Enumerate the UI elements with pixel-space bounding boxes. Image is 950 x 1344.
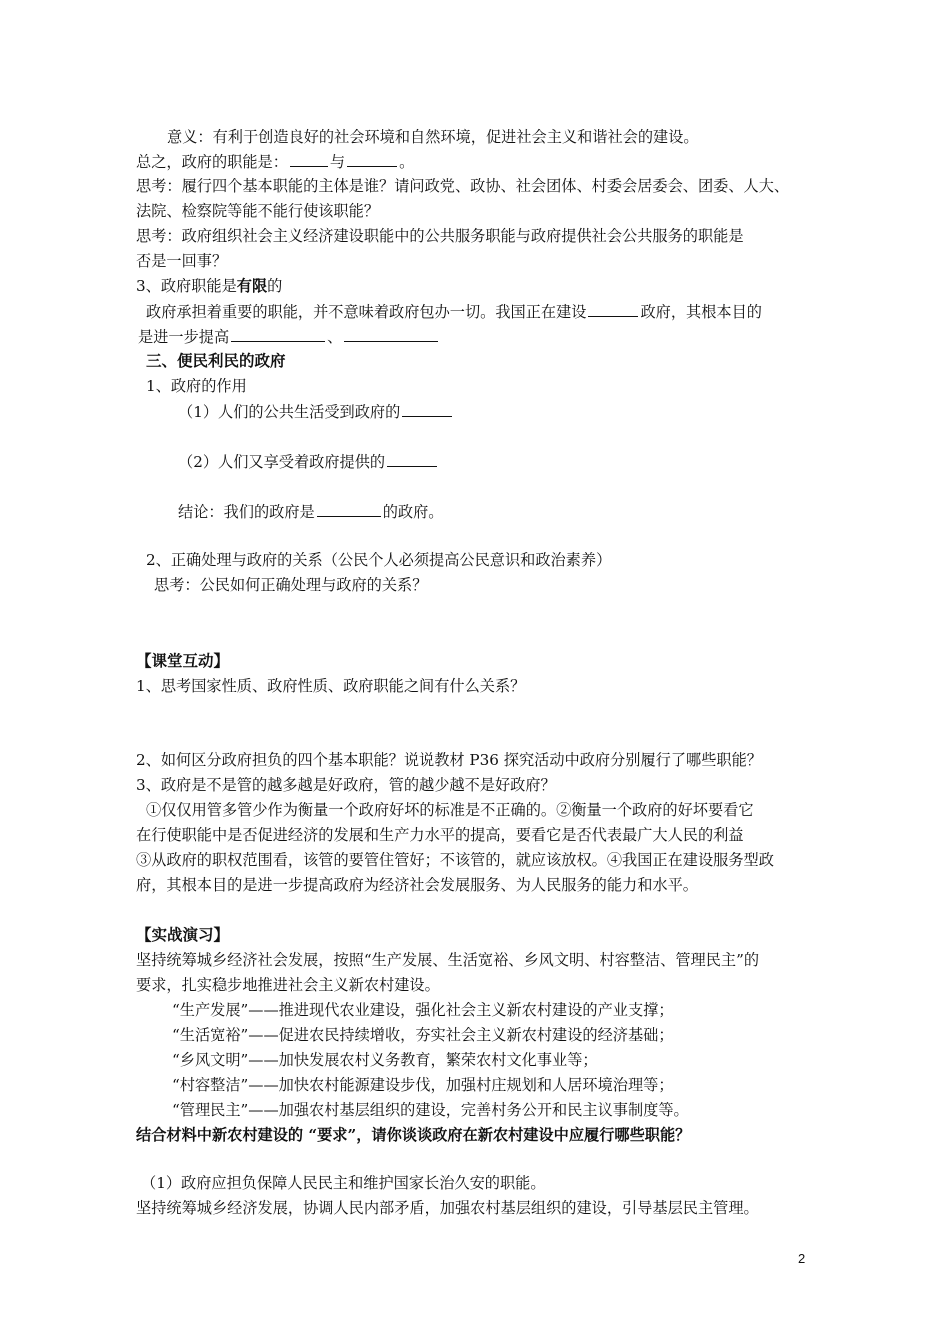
section3-item1	[178, 401, 454, 421]
meaning-line: 意义：有利于创造良好的社会环境和自然环境，促进社会主义和谐社会的建设。	[167, 128, 699, 146]
section3-title: 三、便民利民的政府	[146, 351, 286, 370]
think2-line2: 否是一回事？	[136, 252, 228, 270]
classroom-heading: 【课堂互动】	[136, 651, 230, 670]
fill-blank	[347, 151, 397, 167]
practice-answer2: 坚持统筹城乡经济发展，协调人民内部矛盾，加强农村基层组织的建设，引导基层民主管理。	[136, 1199, 759, 1217]
section3-conclusion	[178, 501, 443, 521]
practice-list-item: “乡风文明”——加快发展农村义务教育，繁荣农村文化事业等；	[172, 1051, 598, 1069]
think1-line1: 思考：履行四个基本职能的主体是谁？请问政党、政协、社会团体、村委会居委会、团委、人大、	[136, 177, 790, 195]
fill-blank	[588, 301, 638, 317]
point3-body1-b: 政府，其根本目的	[640, 303, 762, 321]
think2-line1: 思考：政府组织社会主义经济建设职能中的公共服务职能与政府提供社会公共服务的职能是	[136, 227, 744, 245]
practice-list-item: “生产发展”——推进现代农业建设，强化社会主义新农村建设的产业支撑；	[172, 1001, 674, 1019]
fill-blank	[317, 501, 381, 517]
classroom-a4: 府，其根本目的是进一步提高政府为经济社会发展服务、为人民服务的能力和水平。	[136, 876, 698, 894]
practice-intro2: 要求，扎实稳步地推进社会主义新农村建设。	[136, 976, 440, 994]
fill-blank	[290, 151, 328, 167]
page-number: 2	[798, 1251, 806, 1266]
fill-blank	[402, 401, 452, 417]
point3-title-c: 的	[267, 277, 283, 295]
practice-heading: 【实战演习】	[136, 925, 230, 944]
section3-think: 思考：公民如何正确处理与政府的关系？	[154, 576, 428, 594]
point3-body2	[138, 326, 440, 346]
item2-text: （2）人们又享受着政府提供的	[178, 453, 386, 471]
point3-title-bold: 有限	[236, 277, 268, 295]
conclusion-b: 的政府。	[382, 503, 444, 521]
section3-sub2: 2、正确处理与政府的关系（公民个人必须提高公民意识和政治素养）	[146, 551, 612, 569]
classroom-a1: ①仅仅用管多管少作为衡量一个政府好坏的标准是不正确的。②衡量一个政府的好坏要看它	[146, 801, 754, 819]
practice-question: 结合材料中新农村建设的 “要求”，请你谈谈政府在新农村建设中应履行哪些职能？	[136, 1126, 691, 1144]
item1-text: （1）人们的公共生活受到政府的	[178, 403, 401, 421]
classroom-q2: 2、如何区分政府担负的四个基本职能？说说教材 P36 探究活动中政府分别履行了哪些职能？	[136, 751, 762, 769]
point3-title	[136, 276, 282, 296]
practice-intro1: 坚持统筹城乡经济社会发展，按照“生产发展、生活宽裕、乡风文明、村容整洁、管理民主”的	[136, 951, 760, 969]
summary-text: 总之，政府的职能是：	[136, 153, 288, 171]
practice-answer1: （1）政府应担负保障人民民主和维护国家长治久安的职能。	[141, 1174, 546, 1192]
point3-body1-a: 政府承担着重要的职能，并不意味着政府包办一切。我国正在建设	[146, 303, 587, 321]
classroom-a3: ③从政府的职权范围看，该管的要管住管好；不该管的，就应该放权。④我国正在建设服务型政	[136, 851, 774, 869]
summary-end: 。	[399, 153, 415, 171]
summary-line	[136, 151, 414, 171]
fill-blank	[387, 451, 437, 467]
practice-list-item: “生活宽裕”——促进农民持续增收，夯实社会主义新农村建设的经济基础；	[172, 1026, 674, 1044]
conclusion-a: 结论：我们的政府是	[178, 503, 315, 521]
summary-conj: 与	[329, 153, 346, 171]
point3-title-a: 3、政府职能是	[136, 277, 237, 295]
point3-body2-b: 、	[327, 328, 343, 346]
point3-body1	[146, 301, 762, 321]
point3-body2-a: 是进一步提高	[138, 328, 230, 346]
fill-blank	[344, 326, 438, 342]
think1-line2: 法院、检察院等能不能行使该职能？	[136, 202, 379, 220]
practice-list-item: “村容整洁”——加快农村能源建设步伐，加强村庄规划和人居环境治理等；	[172, 1076, 674, 1094]
classroom-q1: 1、思考国家性质、政府性质、政府职能之间有什么关系？	[136, 677, 526, 695]
practice-list-item: “管理民主”——加强农村基层组织的建设，完善村务公开和民主议事制度等。	[172, 1101, 689, 1119]
fill-blank	[231, 326, 325, 342]
classroom-a2: 在行使职能中是否促进经济的发展和生产力水平的提高，要看它是否代表最广大人民的利益	[136, 826, 744, 844]
classroom-q3: 3、政府是不是管的越多越是好政府，管的越少越不是好政府？	[136, 776, 556, 794]
section3-sub1: 1、政府的作用	[146, 377, 247, 395]
section3-item2	[178, 451, 439, 471]
